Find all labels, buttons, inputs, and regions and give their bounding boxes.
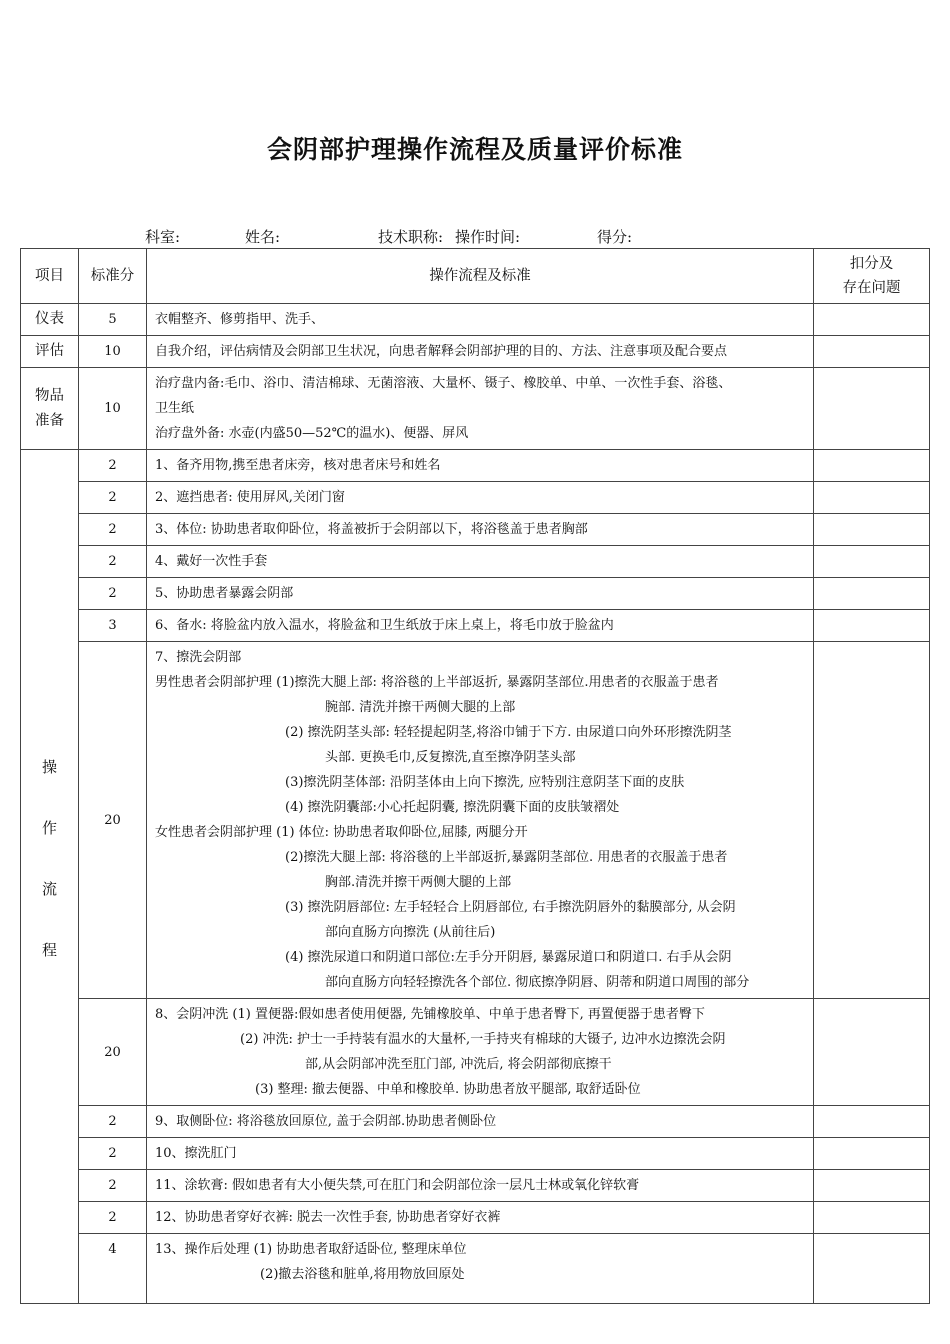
- standard-score: 2: [79, 1138, 147, 1170]
- dept-label: 科室:: [145, 228, 181, 246]
- deduct-cell: [814, 1106, 930, 1138]
- deduct-cell: [814, 999, 930, 1106]
- standard-score: 5: [79, 304, 147, 336]
- table-row: [21, 450, 930, 482]
- op-time-label: 操作时间:: [455, 228, 521, 246]
- table-row: [21, 482, 930, 514]
- deduct-cell: [814, 546, 930, 578]
- table-row: [21, 304, 930, 336]
- deduct-cell: [814, 304, 930, 336]
- deduct-cell: [814, 514, 930, 546]
- procedure-text: 8、会阴冲洗 (1) 置便器:假如患者使用便器, 先铺橡胶单、中单于患者臀下, 再置便器于患者臀下 (2) 冲洗: 护士一手持装有温水的大量杯,一手持夹有棉球的大镊子, 边冲水边擦洗会阴 部,从会阴部冲洗至肛门部, 冲洗后, 将会阴部彻底擦干 (3) 整理: 撤去便器、中单和橡胶单. 协助患者放平腿部, 取舒适卧位: [147, 999, 814, 1106]
- operation-section-label: 操 作 流 程: [21, 450, 79, 1304]
- standard-score: 4: [79, 1234, 147, 1304]
- deduct-cell: [814, 368, 930, 450]
- procedure-text: 4、戴好一次性手套: [147, 546, 814, 578]
- procedure-text: 9、取侧卧位: 将浴毯放回原位, 盖于会阴部.协助患者侧卧位: [147, 1106, 814, 1138]
- standard-score: 3: [79, 610, 147, 642]
- table-row: [21, 1202, 930, 1234]
- deduct-cell: [814, 336, 930, 368]
- table-row: [21, 368, 930, 450]
- procedure-text: 衣帽整齐、修剪指甲、洗手、: [147, 304, 814, 336]
- standard-score: 2: [79, 546, 147, 578]
- item-label: 评估: [21, 336, 79, 368]
- procedure-text: 11、涂软膏: 假如患者有大小便失禁,可在肛门和会阴部位涂一层凡士林或氧化锌软膏: [147, 1170, 814, 1202]
- procedure-text: 治疗盘内备:毛巾、浴巾、清洁棉球、无菌溶液、大量杯、镊子、橡胶单、中单、一次性手套、浴毯、 卫生纸 治疗盘外备: 水壶(内盛50—52℃的温水)、便器、屏风: [147, 368, 814, 450]
- deduct-cell: [814, 1202, 930, 1234]
- table-row: [21, 1138, 930, 1170]
- standard-score: 2: [79, 578, 147, 610]
- title-rank-label: 技术职称:: [378, 228, 444, 246]
- standard-score: 2: [79, 1202, 147, 1234]
- col-item: 项目: [21, 249, 79, 304]
- procedure-text: 1、备齐用物,携至患者床旁，核对患者床号和姓名: [147, 450, 814, 482]
- procedure-text: 2、遮挡患者: 使用屏风,关闭门窗: [147, 482, 814, 514]
- standard-score: 10: [79, 336, 147, 368]
- standard-score: 10: [79, 368, 147, 450]
- standard-score: 2: [79, 1170, 147, 1202]
- standard-score: 20: [79, 642, 147, 999]
- table-header-row: [21, 249, 930, 304]
- procedure-text: 13、操作后处理 (1) 协助患者取舒适卧位, 整理床单位 (2)撤去浴毯和脏单,将用物放回原处: [147, 1234, 814, 1304]
- table-row: [21, 1106, 930, 1138]
- table-row: [21, 514, 930, 546]
- table-row: [21, 546, 930, 578]
- document-title: 会阴部护理操作流程及质量评价标准: [266, 135, 683, 164]
- standard-score: 2: [79, 450, 147, 482]
- procedure-text: 10、擦洗肛门: [147, 1138, 814, 1170]
- score-label: 得分:: [597, 228, 633, 246]
- table-row: [21, 610, 930, 642]
- procedure-text: 7、擦洗会阴部 男性患者会阴部护理 (1)擦洗大腿上部: 将浴毯的上半部返折, 暴露阴茎部位.用患者的衣服盖于患者 腕部. 清洗并擦干两侧大腿的上部 (2) 擦洗阴茎头部: 轻轻提起阴茎,将浴巾铺于下方. 由尿道口向外环形擦洗阴茎 头部. 更换毛巾,反复擦洗,直至擦净阴茎头部 (3)擦洗阴茎体部: 沿阴茎体由上向下擦洗, 应特别注意阴茎下面的皮肤 (4) 擦洗阴囊部:小心托起阴囊, 擦洗阴囊下面的皮肤皱褶处 女性患者会阴部护理 (1) 体位: 协助患者取仰卧位,屈膝, 两腿分开 (2)擦洗大腿上部: 将浴毯的上半部返折,暴露阴茎部位. 用患者的衣服盖于患者 胸部.清洗并擦干两侧大腿的上部 (3) 擦洗阴唇部位: 左手轻轻合上阴唇部位, 右手擦洗阴唇外的黏膜部分, 从会阴 部向直肠方向擦洗 (从前往后) (4) 擦洗尿道口和阴道口部位:左手分开阴唇, 暴露尿道口和阴道口. 右手从会阴 部向直肠方向轻轻擦洗各个部位. 彻底擦净阴唇、阴蒂和阴道口周围的部分: [147, 642, 814, 999]
- procedure-text: 3、体位: 协助患者取仰卧位，将盖被折于会阴部以下，将浴毯盖于患者胸部: [147, 514, 814, 546]
- procedure-text: 自我介绍，评估病情及会阴部卫生状况，向患者解释会阴部护理的目的、方法、注意事项及配合要点: [147, 336, 814, 368]
- table-row: [21, 336, 930, 368]
- col-deduct: 扣分及 存在问题: [814, 249, 930, 304]
- table-row: [21, 1170, 930, 1202]
- standard-score: 2: [79, 482, 147, 514]
- deduct-cell: [814, 610, 930, 642]
- name-label: 姓名:: [245, 228, 281, 246]
- table-row: [21, 1234, 930, 1304]
- procedure-text: 6、备水: 将脸盆内放入温水，将脸盆和卫生纸放于床上桌上，将毛巾放于脸盆内: [147, 610, 814, 642]
- standard-score: 20: [79, 999, 147, 1106]
- standard-score: 2: [79, 514, 147, 546]
- deduct-cell: [814, 482, 930, 514]
- table-row: [21, 642, 930, 999]
- table-row: [21, 999, 930, 1106]
- deduct-cell: [814, 1170, 930, 1202]
- table-row: [21, 578, 930, 610]
- procedure-text: 5、协助患者暴露会阴部: [147, 578, 814, 610]
- item-label: 物品 准备: [21, 368, 79, 450]
- col-standard: 标准分: [79, 249, 147, 304]
- deduct-cell: [814, 642, 930, 999]
- col-procedure: 操作流程及标准: [147, 249, 814, 304]
- procedure-text: 12、协助患者穿好衣裤: 脱去一次性手套, 协助患者穿好衣裤: [147, 1202, 814, 1234]
- deduct-cell: [814, 1234, 930, 1304]
- deduct-cell: [814, 578, 930, 610]
- deduct-cell: [814, 450, 930, 482]
- item-label: 仪表: [21, 304, 79, 336]
- deduct-cell: [814, 1138, 930, 1170]
- standard-score: 2: [79, 1106, 147, 1138]
- evaluation-table: [20, 248, 930, 1304]
